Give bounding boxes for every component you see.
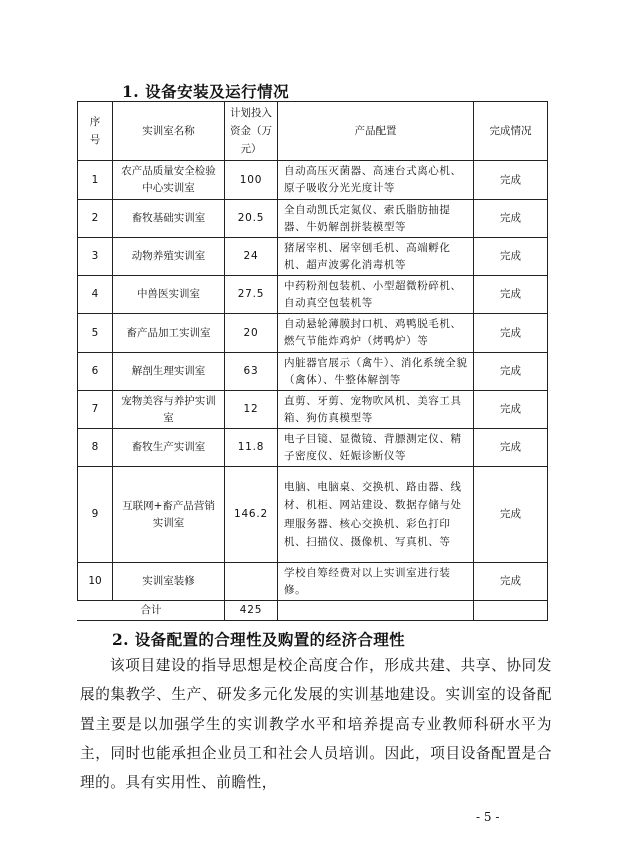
- table-row: [78, 353, 548, 391]
- product-config: 电脑、电脑桌、交换机、路由器、线材、机柜、网站建设、数据存储与处理服务器、核心交换机、彩色打印机、扫描仪、摄像机、写真机、等: [278, 467, 474, 563]
- table-row: [78, 563, 548, 601]
- total-config-empty: [278, 601, 474, 621]
- product-config: 学校自筹经费对以上实训室进行装修。: [278, 563, 474, 601]
- room-name: 畜牧生产实训室: [113, 429, 225, 467]
- product-config: 直剪、牙剪、宠物吹风机、美容工具箱、狗仿真模型等: [278, 391, 474, 429]
- invest-amount: 146.2: [225, 467, 278, 563]
- room-name: 宠物美容与养护实训室: [113, 391, 225, 429]
- page-number: - 5 -: [476, 810, 500, 824]
- table-row: [78, 429, 548, 467]
- row-number: 4: [78, 276, 113, 314]
- product-config: 中药粉剂包装机、小型超微粉碎机、自动真空包装机等: [278, 276, 474, 314]
- row-number: 1: [78, 161, 113, 200]
- room-name: 互联网+畜产品营销实训室: [113, 467, 225, 563]
- status-text: 完成: [474, 276, 548, 314]
- status-text: 完成: [474, 238, 548, 276]
- table-row: [78, 467, 548, 563]
- invest-amount: 12: [225, 391, 278, 429]
- section-2-paragraph: 该项目建设的指导思想是校企高度合作，形成共建、共享、协同发展的集教学、生产、研发多元化发展的实训基地建设。实训室的设备配置主要是以加强学生的实训教学水平和培养提高专业教师科研水平为主，同时也能承担企业员工和社会人员培训。因此，项目设备配置是合理的。具有实用性、前瞻性，: [80, 657, 552, 792]
- invest-amount: 63: [225, 353, 278, 391]
- invest-amount: 11.8: [225, 429, 278, 467]
- status-text: 完成: [474, 429, 548, 467]
- product-config: 全自动凯氏定氮仪、索氏脂肪抽提器、牛奶解剖拼装模型等: [278, 200, 474, 238]
- status-text: 完成: [474, 563, 548, 601]
- row-number: 5: [78, 314, 113, 353]
- total-status-empty: [474, 601, 548, 621]
- row-number: 7: [78, 391, 113, 429]
- invest-amount: 20: [225, 314, 278, 353]
- room-name: 实训室装修: [113, 563, 225, 601]
- row-number: 2: [78, 200, 113, 238]
- row-number: 6: [78, 353, 113, 391]
- header-seq: 序号: [78, 102, 113, 161]
- header-room: 实训室名称: [113, 102, 225, 161]
- product-config: 电子目镜、显微镜、背膘测定仪、精子密度仪、妊娠诊断仪等: [278, 429, 474, 467]
- equipment-table: [77, 101, 548, 621]
- table-row: [78, 314, 548, 353]
- table-row: [78, 161, 548, 200]
- header-invest: 计划投入资金（万元）: [225, 102, 278, 161]
- status-text: 完成: [474, 353, 548, 391]
- invest-amount: 20.5: [225, 200, 278, 238]
- header-config: 产品配置: [278, 102, 474, 161]
- product-config: 内脏器官展示（禽牛）、消化系统全貌（禽体）、牛整体解剖等: [278, 353, 474, 391]
- section-2-heading: 2. 设备配置的合理性及购置的经济合理性: [112, 630, 406, 649]
- table-total-row: [78, 601, 548, 621]
- table-row: [78, 276, 548, 314]
- row-number: 8: [78, 429, 113, 467]
- room-name: 畜产品加工实训室: [113, 314, 225, 353]
- room-name: 中兽医实训室: [113, 276, 225, 314]
- table-header-row: [78, 102, 548, 161]
- row-number: 3: [78, 238, 113, 276]
- room-name: 畜牧基础实训室: [113, 200, 225, 238]
- total-label: 合计: [78, 601, 225, 621]
- product-config: 自动高压灭菌器、高速台式离心机、原子吸收分光光度计等: [278, 161, 474, 200]
- row-number: 9: [78, 467, 113, 563]
- product-config: 自动悬轮薄膜封口机、鸡鸭脱毛机、燃气节能炸鸡炉（烤鸭炉）等: [278, 314, 474, 353]
- row-number: 10: [78, 563, 113, 601]
- invest-amount: 100: [225, 161, 278, 200]
- status-text: 完成: [474, 314, 548, 353]
- invest-amount: [225, 563, 278, 601]
- header-status: 完成情况: [474, 102, 548, 161]
- status-text: 完成: [474, 467, 548, 563]
- room-name: 动物养殖实训室: [113, 238, 225, 276]
- room-name: 解剖生理实训室: [113, 353, 225, 391]
- status-text: 完成: [474, 391, 548, 429]
- table-row: [78, 200, 548, 238]
- invest-amount: 27.5: [225, 276, 278, 314]
- product-config: 猪屠宰机、屠宰刨毛机、高端孵化机、超声波雾化消毒机等: [278, 238, 474, 276]
- status-text: 完成: [474, 200, 548, 238]
- section-1-heading: 1. 设备安装及运行情况: [122, 82, 290, 101]
- table-row: [78, 391, 548, 429]
- table-row: [78, 238, 548, 276]
- invest-amount: 24: [225, 238, 278, 276]
- status-text: 完成: [474, 161, 548, 200]
- total-amount: 425: [225, 601, 278, 621]
- room-name: 农产品质量安全检验中心实训室: [113, 161, 225, 200]
